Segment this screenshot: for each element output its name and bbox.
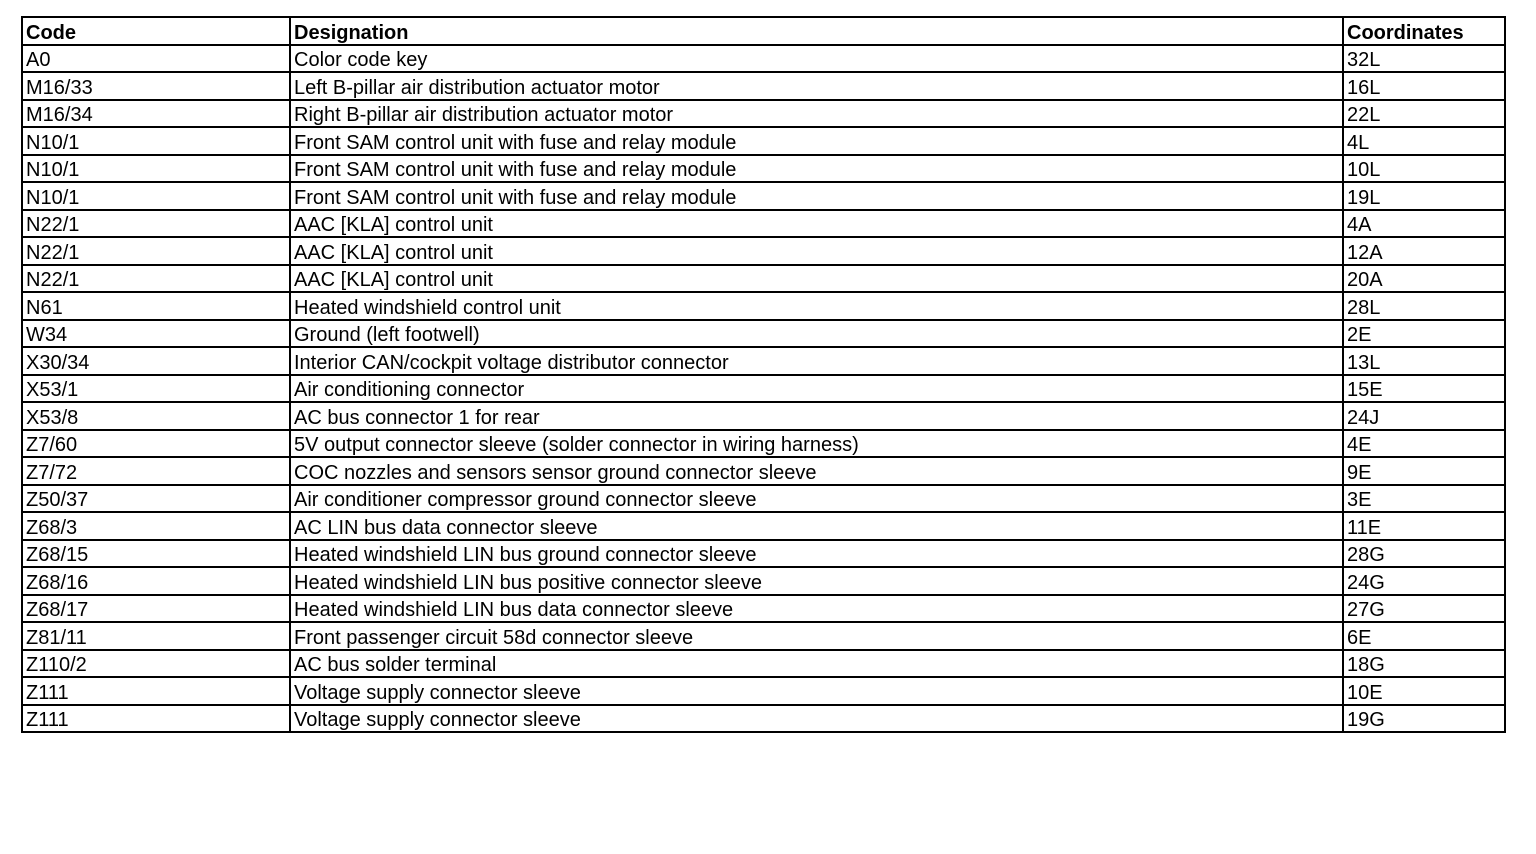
table-body [22,45,1505,733]
cell-coordinates: 11E [1343,512,1505,540]
cell-code: Z68/17 [22,595,290,623]
cell-coordinates: 4A [1343,210,1505,238]
cell-code: X30/34 [22,347,290,375]
table-row [22,677,1505,705]
cell-coordinates: 4E [1343,430,1505,458]
cell-code: Z110/2 [22,650,290,678]
cell-coordinates: 20A [1343,265,1505,293]
table-row [22,100,1505,128]
table-row [22,375,1505,403]
cell-coordinates: 19G [1343,705,1505,733]
cell-coordinates: 12A [1343,237,1505,265]
cell-coordinates: 4L [1343,127,1505,155]
cell-code: N22/1 [22,237,290,265]
cell-designation: Front SAM control unit with fuse and relay module [290,155,1343,183]
cell-coordinates: 6E [1343,622,1505,650]
cell-coordinates: 27G [1343,595,1505,623]
cell-code: Z7/72 [22,457,290,485]
table-row [22,320,1505,348]
table-row [22,650,1505,678]
cell-coordinates: 32L [1343,45,1505,73]
cell-designation: Right B-pillar air distribution actuator motor [290,100,1343,128]
table-row [22,155,1505,183]
cell-coordinates: 24G [1343,567,1505,595]
table-row [22,237,1505,265]
cell-coordinates: 16L [1343,72,1505,100]
cell-designation: Color code key [290,45,1343,73]
table-row [22,430,1505,458]
cell-coordinates: 9E [1343,457,1505,485]
cell-coordinates: 28L [1343,292,1505,320]
table-row [22,347,1505,375]
cell-coordinates: 2E [1343,320,1505,348]
table-row [22,402,1505,430]
table-row [22,265,1505,293]
cell-code: N22/1 [22,265,290,293]
cell-designation: Front SAM control unit with fuse and relay module [290,182,1343,210]
table-row [22,540,1505,568]
table-row [22,512,1505,540]
table-row [22,210,1505,238]
table-row [22,45,1505,73]
cell-code: N10/1 [22,182,290,210]
cell-designation: Air conditioning connector [290,375,1343,403]
cell-designation: AC LIN bus data connector sleeve [290,512,1343,540]
table-row [22,705,1505,733]
cell-designation: Left B-pillar air distribution actuator motor [290,72,1343,100]
cell-designation: Heated windshield LIN bus ground connector sleeve [290,540,1343,568]
cell-code: X53/8 [22,402,290,430]
table-header-row [22,17,1505,45]
header-coordinates: Coordinates [1343,17,1505,45]
cell-designation: AAC [KLA] control unit [290,237,1343,265]
cell-code: M16/34 [22,100,290,128]
table-row [22,127,1505,155]
cell-coordinates: 15E [1343,375,1505,403]
cell-code: N61 [22,292,290,320]
cell-designation: 5V output connector sleeve (solder connector in wiring harness) [290,430,1343,458]
cell-coordinates: 18G [1343,650,1505,678]
cell-designation: Air conditioner compressor ground connector sleeve [290,485,1343,513]
table-row [22,485,1505,513]
cell-coordinates: 19L [1343,182,1505,210]
cell-code: N10/1 [22,155,290,183]
cell-code: Z7/60 [22,430,290,458]
header-code: Code [22,17,290,45]
cell-code: X53/1 [22,375,290,403]
cell-designation: AC bus solder terminal [290,650,1343,678]
cell-designation: Heated windshield LIN bus positive connector sleeve [290,567,1343,595]
table-row [22,72,1505,100]
cell-coordinates: 10L [1343,155,1505,183]
cell-code: Z68/16 [22,567,290,595]
cell-designation: Ground (left footwell) [290,320,1343,348]
cell-code: Z111 [22,705,290,733]
cell-designation: Front passenger circuit 58d connector sleeve [290,622,1343,650]
cell-code: A0 [22,45,290,73]
cell-designation: Voltage supply connector sleeve [290,705,1343,733]
header-designation: Designation [290,17,1343,45]
table-row [22,567,1505,595]
cell-designation: Interior CAN/cockpit voltage distributor connector [290,347,1343,375]
cell-code: N10/1 [22,127,290,155]
table-row [22,595,1505,623]
cell-designation: Heated windshield LIN bus data connector sleeve [290,595,1343,623]
cell-coordinates: 24J [1343,402,1505,430]
cell-designation: COC nozzles and sensors sensor ground connector sleeve [290,457,1343,485]
component-legend-table [21,16,1506,733]
cell-coordinates: 28G [1343,540,1505,568]
cell-designation: AAC [KLA] control unit [290,210,1343,238]
table-row [22,292,1505,320]
cell-coordinates: 10E [1343,677,1505,705]
cell-code: N22/1 [22,210,290,238]
cell-designation: AC bus connector 1 for rear [290,402,1343,430]
cell-designation: Front SAM control unit with fuse and relay module [290,127,1343,155]
table-row [22,182,1505,210]
cell-code: Z68/3 [22,512,290,540]
cell-designation: AAC [KLA] control unit [290,265,1343,293]
cell-coordinates: 13L [1343,347,1505,375]
cell-code: M16/33 [22,72,290,100]
cell-designation: Voltage supply connector sleeve [290,677,1343,705]
cell-code: Z68/15 [22,540,290,568]
cell-code: W34 [22,320,290,348]
cell-code: Z81/11 [22,622,290,650]
cell-coordinates: 3E [1343,485,1505,513]
table-row [22,457,1505,485]
cell-code: Z111 [22,677,290,705]
cell-designation: Heated windshield control unit [290,292,1343,320]
cell-code: Z50/37 [22,485,290,513]
cell-coordinates: 22L [1343,100,1505,128]
table-row [22,622,1505,650]
